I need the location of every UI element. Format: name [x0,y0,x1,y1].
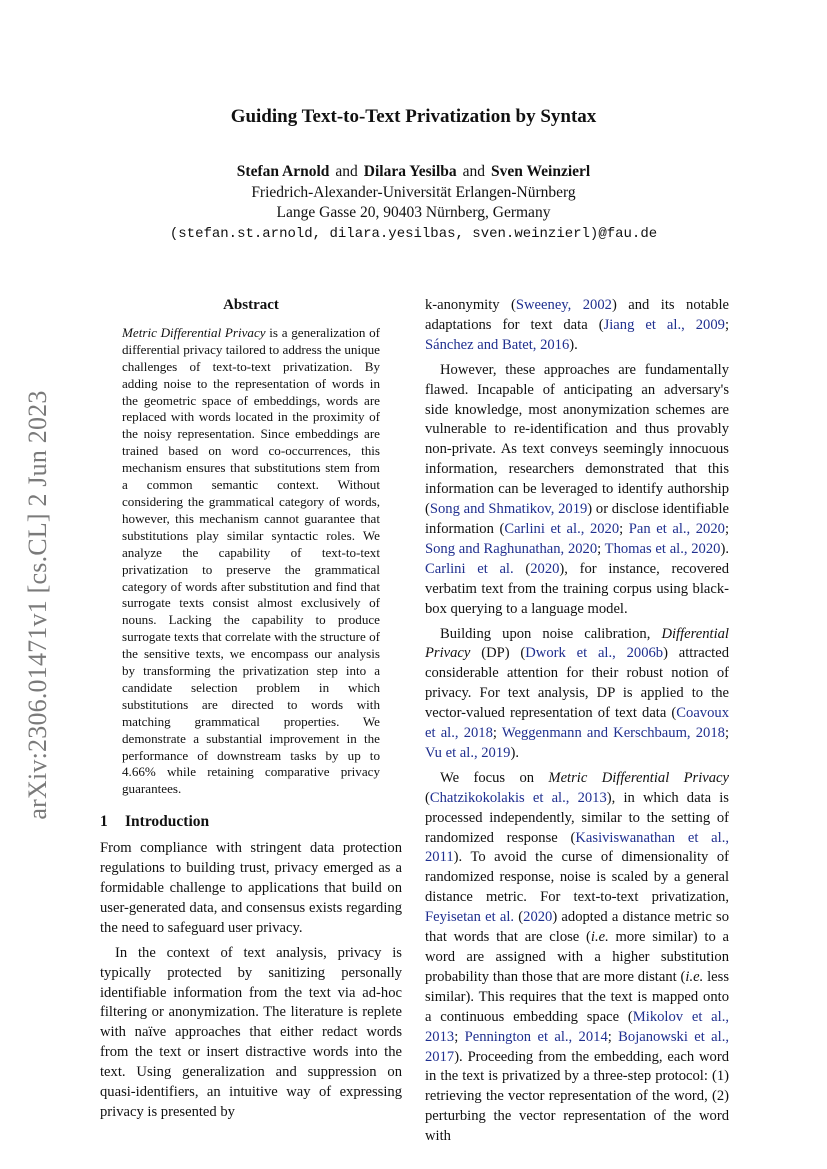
paragraph-metric-dp: We focus on Metric Differential Privacy (Chatzikokolakis et al., 2013), in which data is processed independently, similar to the setting of randomized response (Kasiviswanathan et al., 2011). To avoid the curse of dimensionality of randomized response, noise is scaled by a general distance metric. For text-to-text privatization, Feyisetan et al. (2020) adopted a distance metric so that words that are close (i.e. more similar) to a word are assigned with a higher substitution probability than those that are more distant (i.e. less similar). This requires that the text is mapped onto a continuous embedding space (Mikolov et al., 2013; Pennington et al., 2014; Bojanowski et al., 2017). Proceeding from the embedding, each word in the text is privatized by a three-step protocol: (1) retrieving the vector representation of the word, (2) perturbing the vector representation of the word with [425,769,730,1145]
citation-link[interactable]: Weggenmann and Kerschbaum, 2018 [501,725,725,742]
author-name: Dilara Yesilba [363,163,457,180]
author-block [0,162,827,244]
abstract-body: is a generalization of differential privacy tailored to address the unique challenges of text-to-text privatization. By adding noise to the representation of words in the geometric space of embeddings, words are replaced with words located in the proximity of the noisy representation. Since embeddings are trained based on word co-occurrences, this mechanism ensures that substitutions stem from a common semantic context. Without considering the grammatical category of words, however, this mechanism cannot guarantee that substitutions play similar syntactic roles. We analyze the capability of text-to-text privatization to preserve the grammatical category of words after substitution and find that surrogate texts consist almost exclusively of nouns. Lacking the capability to produce surrogate texts that correlate with the structure of the sensitive texts, we encompass our analysis by transforming the privatization step into a candidate selection problem in which substitutions are directed to words with matching grammatical properties. We demonstrate a substantial improvement in the performance of downstream tasks by up to 4.66% while retaining comparative privacy guarantees. [122,324,380,797]
section-title: Introduction [125,813,210,831]
citation-link[interactable]: Vu et al., 2019 [425,744,511,761]
paragraph-differential-privacy: Building upon noise calibration, Differential Privacy (DP) (Dwork et al., 2006b) attracted considerable attention for their robust notion of privacy. For text analysis, DP is applied to the vector-valued representation of text data (Coavoux et al., 2018; Weggenmann and Kerschbaum, 2018; Vu et al., 2019). [425,625,729,761]
arxiv-sidebar [16,370,59,840]
author-name: Stefan Arnold [236,163,330,180]
address: Lange Gasse 20, 90403 Nürnberg, Germany [276,204,551,221]
affiliation: Friedrich-Alexander-Universität Erlangen-Nürnberg [251,183,576,201]
abstract-term: Metric Differential Privacy [122,324,266,340]
intro-paragraph-1: From compliance with stringent data protection regulations to building trust, privacy emerged as a formidable challenge to applications that build on user-generated data, and consensus exists regarding the need to safeguard user privacy. [100,840,402,936]
citation-link[interactable]: Song and Raghunathan, 2020 [425,540,598,557]
paper-title: Guiding Text-to-Text Privatization by Syntax [230,106,597,127]
citation-link[interactable]: Mikolov et al., 2013 [425,1008,730,1045]
citation-link[interactable]: Coavoux et al., 2018 [425,705,729,742]
citation-link[interactable]: Sweeney, 2002 [515,297,612,313]
author-name: Sven Weinzierl [491,163,591,180]
citation-link[interactable]: Pan et al., 2020 [628,520,725,537]
abstract-text [122,325,380,798]
citation-link[interactable]: Dwork et al., 2006b [525,645,664,662]
intro-paragraph-2: In the context of text analysis, privacy is typically protected by sanitizing personally identifiable information from the text via ad-hoc filtering or anonymization. The literature is replete with naïve approaches that either redact words from the text or insert distractive words into the text. Using generalization and suppression on quasi-identifiers, an intuitive way of expressing privacy is presented by [100,944,402,1120]
citation-link[interactable]: 2020 [530,560,560,577]
left-column [100,296,402,1123]
section-number: 1 [100,813,108,831]
citation-link[interactable]: Thomas et al., 2020 [604,540,721,557]
citation-link[interactable]: Pennington et al., 2014 [464,1028,608,1045]
citation-link[interactable]: Song and Shmatikov, 2019 [429,501,588,518]
paragraph-k-anonymity: k-anonymity (Sweeney, 2002) and its notable adaptations for text data (Jiang et al., 2009; Sánchez and Batet, 2016). [425,297,729,353]
paragraph-flawed: However, these approaches are fundamentally flawed. Incapable of anticipating an adversary's side knowledge, most anonymization schemes are vulnerable to re-identification and thus provably non-private. As text conveys seemingly innocuous information, researchers demonstrated that this information can be leveraged to identify authorship (Song and Shmatikov, 2019) or disclose identifiable information (Carlini et al., 2020; Pan et al., 2020; Song and Raghunathan, 2020; Thomas et al., 2020). Carlini et al. (2020), for instance, recovered verbatim text from the training corpus using black-box querying to a language model. [425,361,730,617]
author-emails: (stefan.st.arnold, dilara.yesilbas, sven.weinzierl)@fau.de [169,225,658,242]
right-column [425,296,729,1147]
author-names [0,162,827,183]
author-separator: and [335,163,358,180]
citation-link[interactable]: Sánchez and Batet, 2016 [425,336,570,353]
citation-link[interactable]: 2020 [523,909,553,926]
citation-link[interactable]: Carlini et al. [425,560,514,577]
citation-link[interactable]: Carlini et al., 2020 [504,520,620,537]
section-heading-introduction [100,812,402,832]
citation-link[interactable]: Chatzikokolakis et al., 2013 [429,789,607,806]
citation-link[interactable]: Jiang et al., 2009 [603,316,725,333]
citation-link[interactable]: Feyisetan et al. [425,909,515,926]
citation-link[interactable]: Bojanowski et al., 2017 [425,1028,729,1065]
abstract-heading: Abstract [223,297,279,313]
arxiv-identifier: arXiv:2306.01471v1 [cs.CL] 2 Jun 2023 [22,390,52,820]
author-separator: and [462,163,486,180]
citation-link[interactable]: Kasiviswanathan et al., 2011 [425,829,729,866]
